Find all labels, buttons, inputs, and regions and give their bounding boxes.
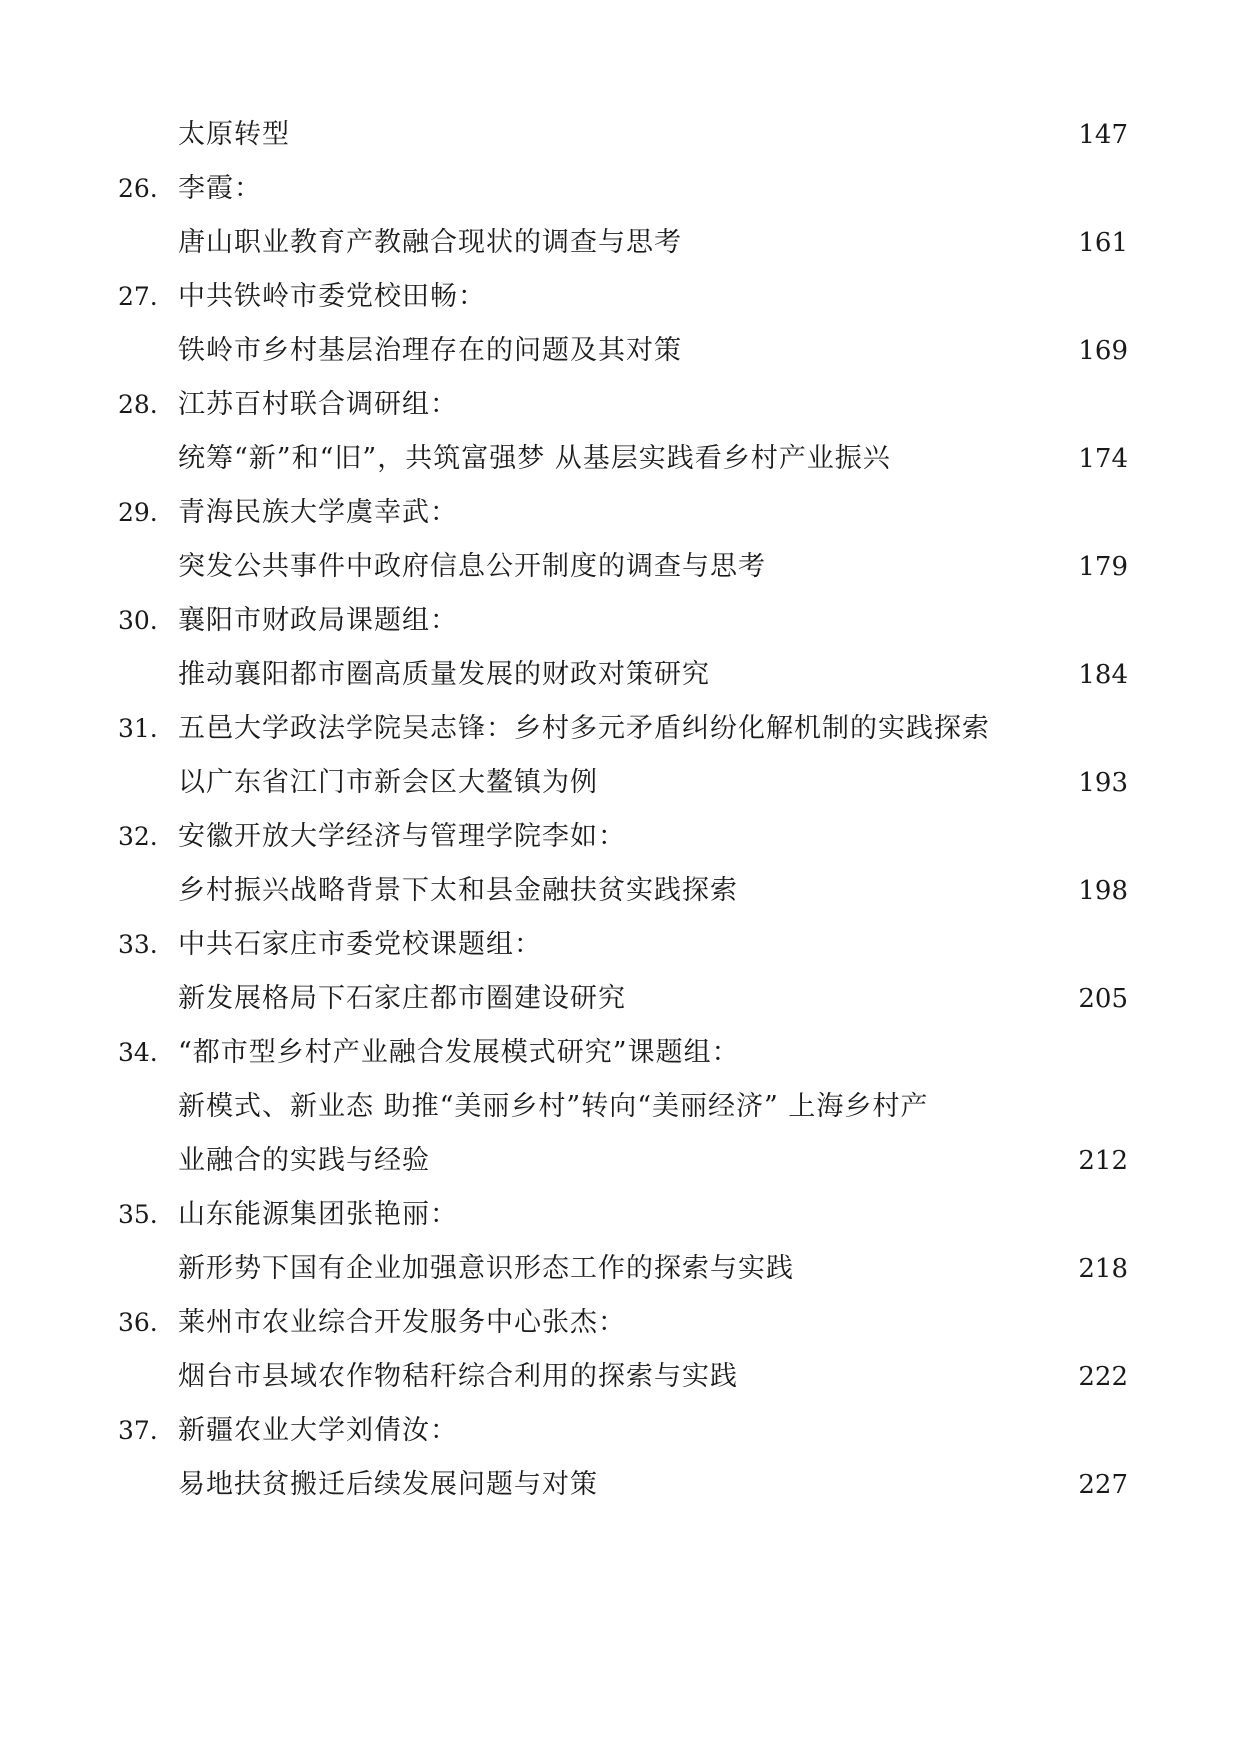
entry-number: 36. — [118, 1308, 158, 1337]
entry-title: 业融合的实践与经验 — [178, 1145, 430, 1176]
entry-number: 26. — [118, 174, 158, 203]
entry-author: 襄阳市财政局课题组： — [178, 605, 458, 636]
entry-number: 33. — [118, 930, 158, 959]
entry-title: 推动襄阳都市圈高质量发展的财政对策研究 — [178, 659, 710, 690]
toc-entry-heading — [0, 378, 1240, 432]
toc-entry-heading — [0, 594, 1240, 648]
toc-entry-title-line — [0, 1134, 1240, 1188]
page-number: 179 — [1078, 552, 1128, 582]
toc-entry-title-line — [0, 540, 1240, 594]
entry-number: 31. — [118, 714, 158, 743]
page-number: 161 — [1078, 228, 1128, 258]
page-number: 222 — [1078, 1362, 1128, 1392]
entry-title: 太原转型 — [178, 119, 290, 150]
toc-continuation-line — [0, 108, 1240, 162]
page-number: 212 — [1078, 1146, 1128, 1176]
entry-author: 中共铁岭市委党校田畅： — [178, 281, 486, 312]
entry-author: 新疆农业大学刘倩汝： — [178, 1415, 458, 1446]
entry-number: 27. — [118, 282, 158, 311]
toc-entry-heading — [0, 702, 1240, 756]
entry-title: 易地扶贫搬迁后续发展问题与对策 — [178, 1469, 598, 1500]
entry-title: 新发展格局下石家庄都市圈建设研究 — [178, 983, 626, 1014]
entry-title: 统筹“新”和“旧”，共筑富强梦 从基层实践看乡村产业振兴 — [178, 443, 891, 474]
toc-entry-heading — [0, 162, 1240, 216]
entry-title: 新模式、新业态 助推“美丽乡村”转向“美丽经济” 上海乡村产 — [178, 1091, 929, 1122]
page-number: 227 — [1078, 1470, 1128, 1500]
entry-number: 34. — [118, 1038, 158, 1067]
toc-entry-title-line — [0, 432, 1240, 486]
toc-entry-title-line — [0, 1242, 1240, 1296]
toc-entry-heading — [0, 1404, 1240, 1458]
entry-author: 青海民族大学虞幸武： — [178, 497, 458, 528]
toc-entry-title-line — [0, 1080, 1240, 1134]
page-number: 218 — [1078, 1254, 1128, 1284]
entry-number: 32. — [118, 822, 158, 851]
entry-author: 江苏百村联合调研组： — [178, 389, 458, 420]
entry-author: 山东能源集团张艳丽： — [178, 1199, 458, 1230]
toc-entry-title-line — [0, 324, 1240, 378]
page-number: 193 — [1078, 768, 1128, 798]
toc-entry-heading — [0, 270, 1240, 324]
entry-title: 乡村振兴战略背景下太和县金融扶贫实践探索 — [178, 875, 738, 906]
toc-entry-title-line — [0, 864, 1240, 918]
page-number: 198 — [1078, 876, 1128, 906]
toc-entry-title-line — [0, 756, 1240, 810]
toc-entry-heading — [0, 918, 1240, 972]
entry-title: 铁岭市乡村基层治理存在的问题及其对策 — [178, 335, 682, 366]
toc-entry-title-line — [0, 1350, 1240, 1404]
entry-number: 35. — [118, 1200, 158, 1229]
toc-entry-title-line — [0, 1458, 1240, 1512]
entry-title: 突发公共事件中政府信息公开制度的调查与思考 — [178, 551, 766, 582]
entry-author: 莱州市农业综合开发服务中心张杰： — [178, 1307, 626, 1338]
toc-entry-heading — [0, 810, 1240, 864]
entry-author: 安徽开放大学经济与管理学院李如： — [178, 821, 626, 852]
toc-entry-heading — [0, 1188, 1240, 1242]
entry-title: 以广东省江门市新会区大鳌镇为例 — [178, 767, 598, 798]
page-number: 169 — [1078, 336, 1128, 366]
entry-author: 五邑大学政法学院吴志锋：乡村多元矛盾纠纷化解机制的实践探索 — [178, 713, 990, 744]
entry-number: 30. — [118, 606, 158, 635]
toc-entry-title-line — [0, 216, 1240, 270]
toc-entry-title-line — [0, 648, 1240, 702]
entry-author: 李霞： — [178, 173, 262, 204]
entry-author: “都市型乡村产业融合发展模式研究”课题组： — [178, 1037, 740, 1068]
toc-entry-heading — [0, 486, 1240, 540]
entry-title: 新形势下国有企业加强意识形态工作的探索与实践 — [178, 1253, 794, 1284]
page-number: 184 — [1078, 660, 1128, 690]
toc-entry-heading — [0, 1296, 1240, 1350]
entry-title: 唐山职业教育产教融合现状的调查与思考 — [178, 227, 682, 258]
entry-number: 37. — [118, 1416, 158, 1445]
entry-author: 中共石家庄市委党校课题组： — [178, 929, 542, 960]
toc-entry-heading — [0, 1026, 1240, 1080]
page-number: 174 — [1078, 444, 1128, 474]
entry-number: 29. — [118, 498, 158, 527]
page-number: 205 — [1078, 984, 1128, 1014]
entry-title: 烟台市县域农作物秸秆综合利用的探索与实践 — [178, 1361, 738, 1392]
page-number: 147 — [1078, 120, 1128, 150]
toc-entry-title-line — [0, 972, 1240, 1026]
entry-number: 28. — [118, 390, 158, 419]
